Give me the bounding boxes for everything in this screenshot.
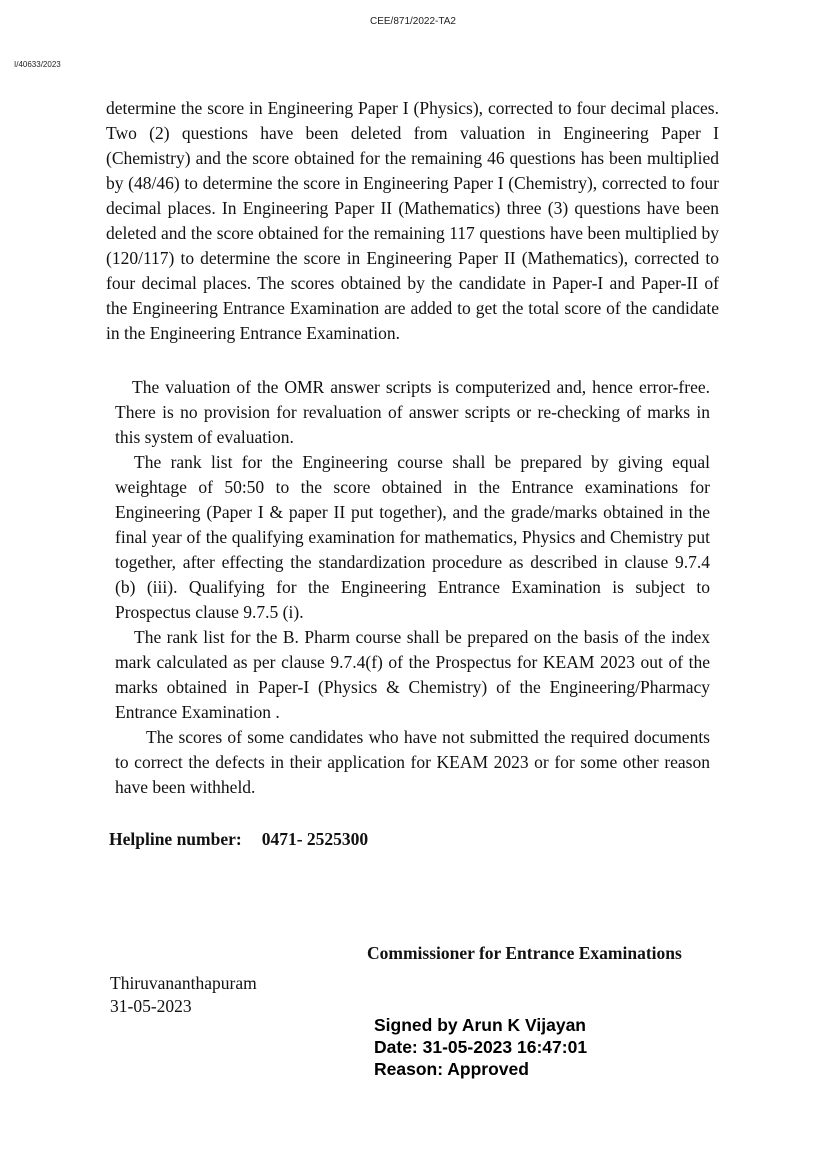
helpline <box>109 829 368 850</box>
paragraph-score-calculation: determine the score in Engineering Paper I (Physics), corrected to four decimal places. Two (2) questions have been deleted from valuation in Engineering Paper I (Chemistry) and the score obtained for the remaining 46 questions has been multiplied by (48/46) to determine the score in Engineering Paper I (Chemistry), corrected to four decimal places. In Engineering Paper II (Mathematics) three (3) questions have been deleted and the score obtained for the remaining 117 questions have been multiplied by (120/117) to determine the score in Engineering Paper II (Mathematics), corrected to four decimal places. The scores obtained by the candidate in Paper-I and Paper-II of the Engineering Entrance Examination are added to get the total score of the candidate in the Engineering Entrance Examination. <box>106 98 719 343</box>
paragraph-omr-valuation: The valuation of the OMR answer scripts is computerized and, hence error-free. There is no provision for revaluation of answer scripts or re-checking of marks in this system of evaluation. <box>115 377 710 447</box>
file-reference: I/40633/2023 <box>14 60 61 69</box>
place-date-block <box>110 972 257 1018</box>
signature-signed-by: Signed by Arun K Vijayan <box>374 1015 586 1035</box>
document-reference: CEE/871/2022-TA2 <box>370 16 456 27</box>
paragraph-engineering-rank-list: The rank list for the Engineering course shall be prepared by giving equal weightage of 50:50 to the score obtained in the Entrance examinations for Engineering (Paper I & paper II put together), and the grade/marks obtained in the final year of the qualifying examination for mathematics, Physics and Chemistry put together, after effecting the standardization procedure as described in clause 9.7.4 (b) (iii). Qualifying for the Engineering Entrance Examination is subject to Prospectus clause 9.7.5 (i). <box>115 452 710 622</box>
paragraph-bpharm-rank-list: The rank list for the B. Pharm course shall be prepared on the basis of the index mark calculated as per clause 9.7.4(f) of the Prospectus for KEAM 2023 out of the marks obtained in Paper-I (Physics & Chemistry) of the Engineering/Pharmacy Entrance Examination . <box>115 627 710 722</box>
signature-reason: Reason: Approved <box>374 1059 529 1079</box>
place: Thiruvananthapuram <box>110 973 257 993</box>
digital-signature <box>374 1014 587 1080</box>
paragraph-withheld-scores: The scores of some candidates who have not submitted the required documents to correct the defects in their application for KEAM 2023 or for some other reason have been withheld. <box>115 727 710 797</box>
helpline-number: 0471- 2525300 <box>261 829 369 849</box>
issue-date: 31-05-2023 <box>110 996 192 1016</box>
signature-date: Date: 31-05-2023 16:47:01 <box>374 1037 588 1057</box>
helpline-label: Helpline number: <box>109 829 242 849</box>
issuing-authority: Commissioner for Entrance Examinations <box>367 943 682 963</box>
